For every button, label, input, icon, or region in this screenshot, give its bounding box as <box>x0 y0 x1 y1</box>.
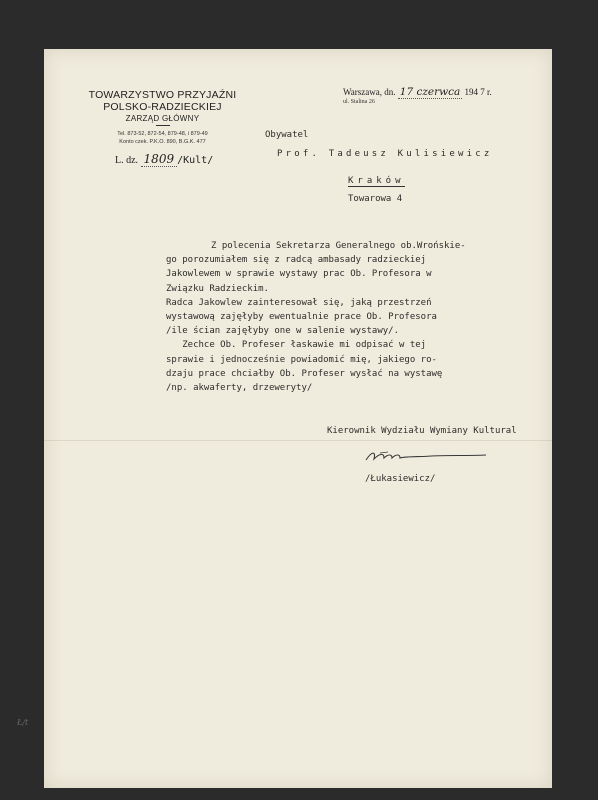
office-address: ul. Stalina 26 <box>343 99 375 105</box>
signatory-name: /Łukasiewicz/ <box>365 474 436 484</box>
place-and-date <box>343 86 492 98</box>
org-division: ZARZĄD GŁÓWNY <box>125 114 200 123</box>
recipient-city: Kraków <box>348 176 405 186</box>
body-line: Jakowlewem w sprawie wystawy prac Ob. Profesora w <box>166 269 432 280</box>
signatory-title: Kierownik Wydziału Wymiany Kultural <box>327 426 517 436</box>
body-line: dzaju prace chciałby Ob. Profeser wysłać na wystawę <box>166 368 443 379</box>
body-line: /ile ścian zajęłyby one w salenie wystawy/. <box>166 326 399 337</box>
body-line: sprawie i jednocześnie powiadomić mię, jakiego ro- <box>166 354 437 365</box>
letterhead <box>80 89 245 146</box>
body-line: /np. akwaferty, drzeweryty/ <box>166 383 313 394</box>
year-digit: 7 <box>480 87 485 97</box>
city-label: Warszawa, dn. <box>343 87 396 97</box>
letter-body <box>166 239 466 395</box>
body-line: Z polecenia Sekretarza Generalnego ob.Wrońskie- <box>211 241 466 251</box>
handwritten-signature <box>362 447 492 467</box>
recipient-street: Towarowa 4 <box>348 194 403 204</box>
margin-annotation: Ł/t <box>17 718 29 727</box>
body-line: Związku Radzieckim. <box>166 283 269 294</box>
org-name-line1: TOWARZYSTWO PRZYJAŹNI <box>88 89 237 101</box>
reference-number <box>115 152 213 166</box>
org-name-line2: POLSKO-RADZIECKIEJ <box>103 101 222 113</box>
year-prefix: 194 <box>464 87 478 97</box>
body-line: Radca Jakowlew zainteresował się, jaką przestrzeń <box>166 297 432 308</box>
letterhead-rule <box>156 125 170 126</box>
recipient-salutation: Obywatel <box>265 130 309 140</box>
letter-sheet <box>17 49 552 788</box>
ref-suffix: /Kult/ <box>177 155 214 166</box>
body-line: Zechce Ob. Profeser łaskawie mi odpisać w tej <box>166 340 427 351</box>
recipient-name: Prof. Tadeusz Kulisiewicz <box>277 149 493 159</box>
paper-fold-line <box>44 440 552 441</box>
ref-number-handwritten: 1809 <box>141 152 178 167</box>
date-handwritten: 17 czerwca <box>399 86 461 98</box>
org-accounts: Konto czek. P.K.O. 890, B.G.K. 477 <box>119 139 206 145</box>
ref-prefix: L. dz. <box>115 155 139 166</box>
body-line: go porozumiałem się z radcą ambasady radzieckiej <box>166 255 427 266</box>
body-line: wystawową zajęłyby ewentualnie prace Ob. Profesora <box>166 312 437 323</box>
year-suffix: r. <box>487 87 492 97</box>
org-phones: Tel. 873-52, 872-54, 879-48, i 879-49 <box>117 131 208 137</box>
